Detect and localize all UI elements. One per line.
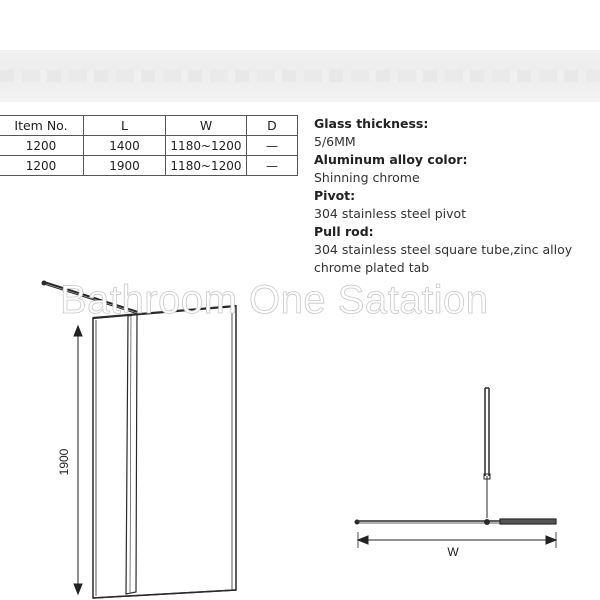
cell-item-no: 1200 bbox=[0, 136, 84, 156]
header-item-no: Item No. bbox=[0, 116, 84, 136]
pivot-value: 304 stainless steel pivot bbox=[314, 206, 467, 221]
color-value: Shinning chrome bbox=[314, 170, 420, 185]
cell-w: 1180~1200 bbox=[166, 136, 247, 156]
glass-thickness-value: 5/6MM bbox=[314, 134, 356, 149]
pull-rod-label: Pull rod: bbox=[314, 224, 374, 239]
height-dimension-line bbox=[74, 326, 82, 594]
height-dimension-label: 1900 bbox=[57, 448, 71, 476]
header-d: D bbox=[247, 116, 298, 136]
width-dimension-label: W bbox=[447, 545, 459, 559]
glass-thickness-label: Glass thickness: bbox=[314, 116, 429, 131]
color-label: Aluminum alloy color: bbox=[314, 152, 468, 167]
front-view-drawing bbox=[42, 281, 236, 598]
header-l: L bbox=[84, 116, 166, 136]
pivot-label: Pivot: bbox=[314, 188, 356, 203]
pull-rod-value-continued: chrome plated tab bbox=[314, 260, 430, 275]
pull-rod-value: 304 stainless steel square tube,zinc alloy bbox=[314, 242, 573, 257]
cell-l: 1900 bbox=[84, 156, 166, 176]
cell-d: — bbox=[247, 136, 298, 156]
header-w: W bbox=[166, 116, 247, 136]
plan-view-drawing bbox=[355, 388, 556, 525]
cell-item-no: 1200 bbox=[0, 156, 84, 176]
cell-d: — bbox=[247, 156, 298, 176]
cell-l: 1400 bbox=[84, 136, 166, 156]
watermark-text: Bathroom One Satation bbox=[60, 278, 489, 322]
cell-w: 1180~1200 bbox=[166, 156, 247, 176]
